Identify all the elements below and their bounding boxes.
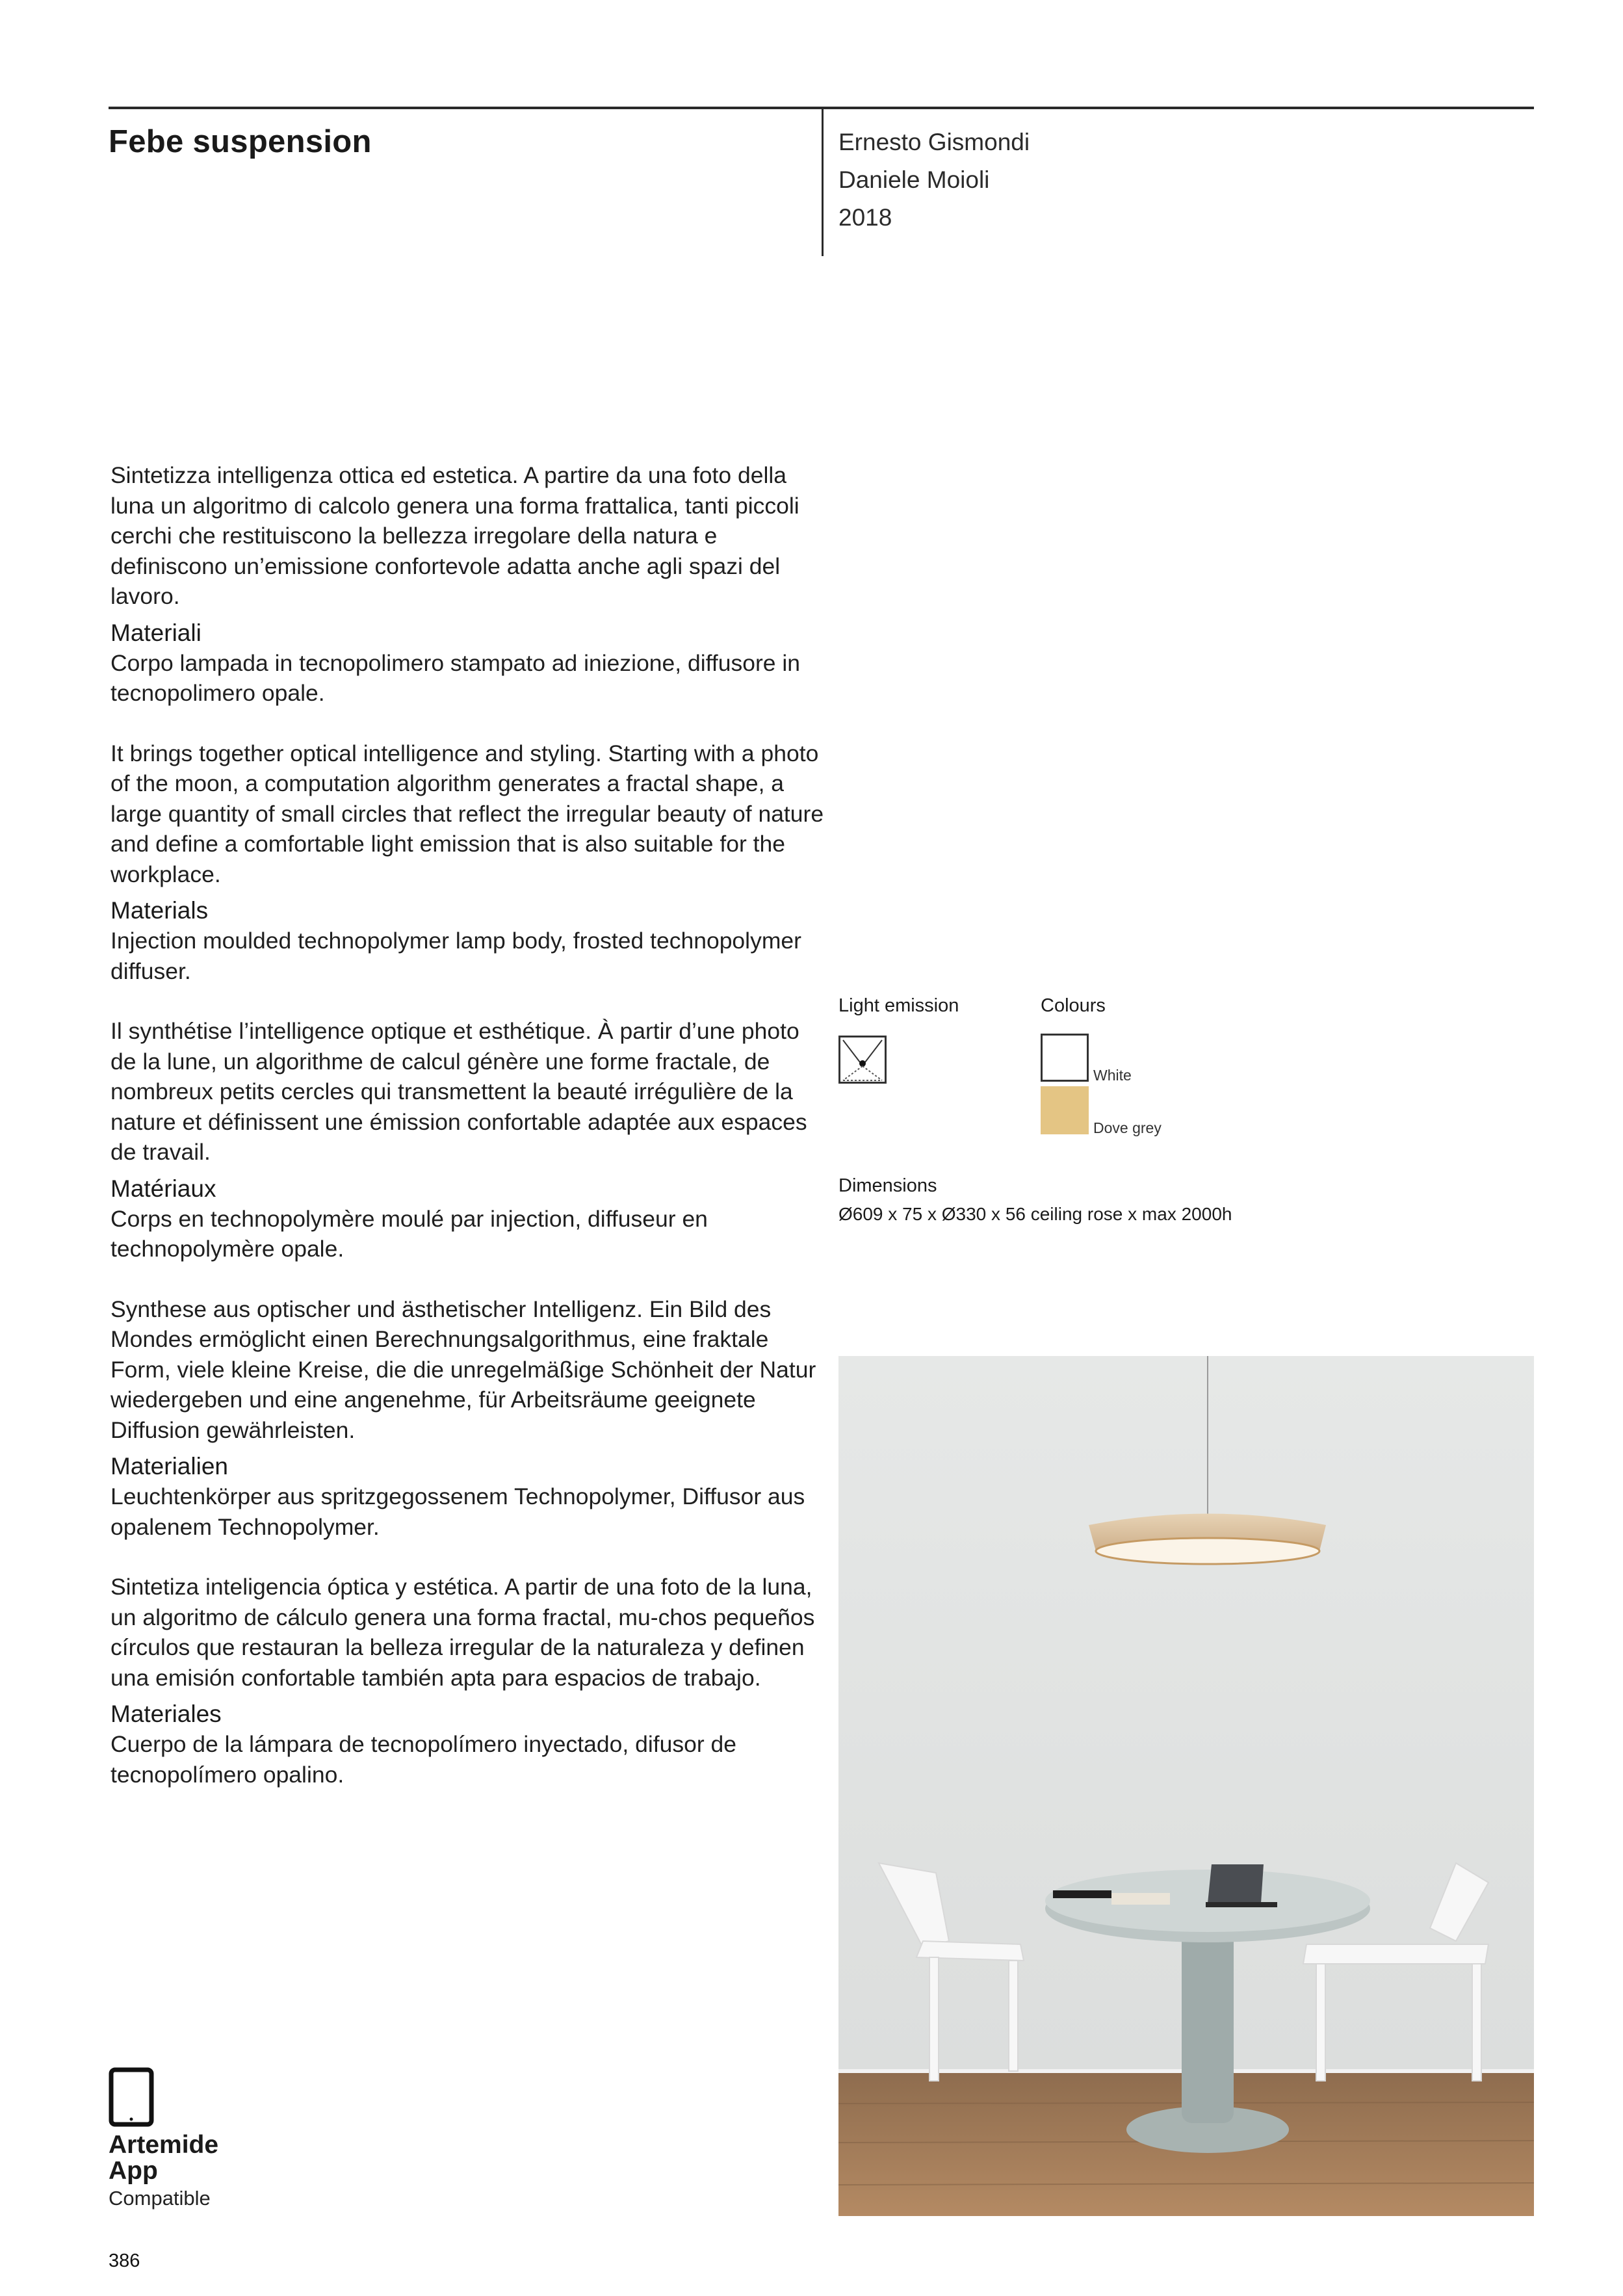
materials-heading: Materialien bbox=[110, 1453, 228, 1480]
materials-text: Corpo lampada in tecnopolimero stampato ad iniezione, diffusore in tecnopolimero opale. bbox=[110, 649, 801, 706]
description-column bbox=[110, 460, 825, 1820]
designer-credits bbox=[838, 124, 1030, 237]
downlight-emission-icon bbox=[838, 1036, 887, 1084]
description-german bbox=[110, 1294, 825, 1543]
description-body: Sintetizza intelligenza ottica ed estetica. A partire da una foto della luna un algoritmo di calcolo genera una forma frattalica, tanti piccoli cerchi che restituiscono la bellezza irregolare della natura e definiscono un’emissione confortevole adatta anche agli spazi del lavoro. bbox=[110, 462, 799, 609]
designer-name: Daniele Moioli bbox=[838, 166, 990, 193]
description-english bbox=[110, 738, 825, 987]
light-emission-label: Light emission bbox=[838, 995, 959, 1016]
materials-text: Corps en technopolymère moulé par injection, diffuseur en technopolymère opale. bbox=[110, 1205, 708, 1262]
materials-text: Injection moulded technopolymer lamp body, frosted technopolymer diffuser. bbox=[110, 928, 801, 984]
app-badge-compat: Compatible bbox=[109, 2187, 211, 2210]
dimensions-value: Ø609 x 75 x Ø330 x 56 ceiling rose x max 2000h bbox=[838, 1204, 1232, 1224]
colour-swatch-white bbox=[1041, 1034, 1089, 1082]
description-italian bbox=[110, 460, 825, 709]
product-title: Febe suspension bbox=[109, 124, 372, 159]
colours-label: Colours bbox=[1041, 995, 1106, 1016]
description-body: Il synthétise l’intelligence optique et esthétique. À partir d’une photo de la lune, un algorithme de calcul génère une forme fractale, de nombreux petits cercles qui transmettent la beauté irrégulière de la nature et définissent une émission confortable adaptée aux espaces de travail. bbox=[110, 1018, 807, 1165]
description-body: Sintetiza inteligencia óptica y estética. A partir de una foto de la luna, un algoritmo de cálculo genera una forma fractal, mu-chos pequeños círculos que restauran la belleza irregular de la naturaleza y definen una emisión confortable también apta para espacios de trabajo. bbox=[110, 1574, 815, 1691]
colour-swatch-dove-grey bbox=[1041, 1086, 1089, 1134]
page-number: 386 bbox=[109, 2250, 140, 2271]
description-spanish bbox=[110, 1572, 825, 1790]
design-year: 2018 bbox=[838, 204, 892, 231]
dimensions-label: Dimensions bbox=[838, 1175, 937, 1196]
materials-heading: Materiali bbox=[110, 619, 201, 646]
designer-name: Ernesto Gismondi bbox=[838, 129, 1030, 155]
tablet-icon bbox=[109, 2067, 154, 2127]
materials-heading: Materiales bbox=[110, 1701, 222, 1727]
app-badge-name: Artemide App bbox=[109, 2131, 219, 2185]
materials-text: Leuchtenkörper aus spritzgegossenem Technopolymer, Diffusor aus opalenem Technopolymer. bbox=[110, 1483, 805, 1540]
materials-text: Cuerpo de la lámpara de tecnopolímero inyectado, difusor de tecnopolímero opalino. bbox=[110, 1731, 737, 1788]
description-body: Synthese aus optischer und ästhetischer Intelligenz. Ein Bild des Mondes ermöglicht einen Berechnungsalgorithmus, eine fraktale Form, viele kleine Kreise, die die unregelmäßige Schönheit der Natur wiedergeben und eine angenehme, für Arbeitsräume geeignete Diffusion gewährleisten. bbox=[110, 1296, 816, 1443]
colour-name: White bbox=[1093, 1067, 1132, 1084]
header-column-divider bbox=[822, 107, 824, 256]
colour-name: Dove grey bbox=[1093, 1119, 1162, 1136]
product-photo bbox=[838, 1356, 1534, 2216]
description-french bbox=[110, 1016, 825, 1264]
description-body: It brings together optical intelligence and styling. Starting with a photo of the moon, a computation algorithm generates a fractal shape, a large quantity of small circles that reflect the irregular beauty of nature and define a comfortable light emission that is also suitable for the workplace. bbox=[110, 740, 824, 887]
materials-heading: Matériaux bbox=[110, 1175, 216, 1202]
materials-heading: Materials bbox=[110, 897, 209, 924]
